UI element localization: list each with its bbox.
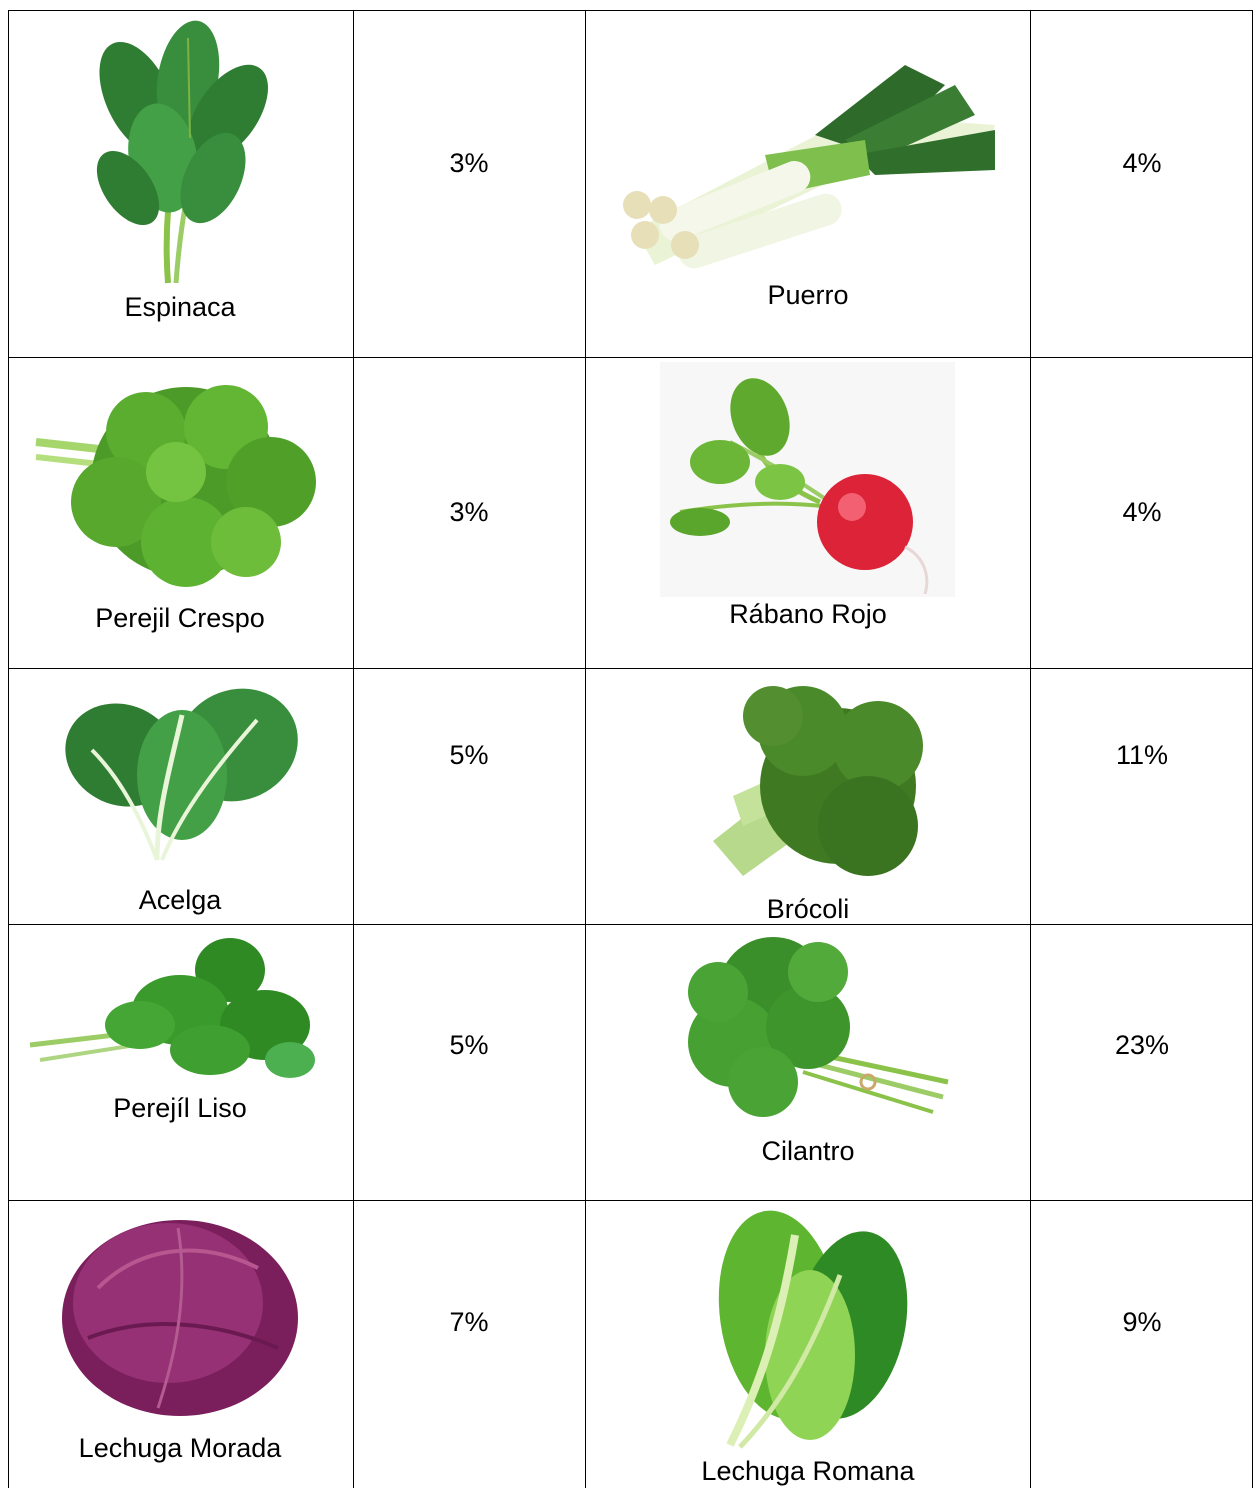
vegetable-name: Lechuga Morada (78, 1433, 282, 1463)
percent-value: 5% (449, 1030, 489, 1060)
percent-value: 7% (449, 1307, 489, 1337)
table-border-col3 (1030, 10, 1031, 1488)
percent-value: 3% (449, 497, 489, 527)
flat-parsley-icon (30, 930, 320, 1090)
vegetable-name: Cilantro (761, 1136, 855, 1166)
vegetable-name: Rábano Rojo (729, 599, 887, 629)
leek-icon (615, 45, 1005, 275)
vegetable-name: Acelga (138, 885, 222, 915)
vegetable-name: Espinaca (124, 292, 236, 322)
row-divider (8, 1200, 1253, 1201)
vegetable-name: Brócoli (766, 894, 850, 924)
table-border-col1 (353, 10, 354, 1488)
vegetable-name: Puerro (767, 280, 849, 310)
curly-parsley-icon (36, 372, 326, 592)
red-radish-icon (660, 362, 955, 597)
romaine-lettuce-icon (700, 1205, 915, 1455)
percent-value: 9% (1122, 1307, 1162, 1337)
percent-value: 5% (449, 740, 489, 770)
percent-value: 4% (1122, 148, 1162, 178)
vegetable-name: Perejil Crespo (95, 603, 265, 633)
table-border-top (8, 10, 1253, 11)
table-border-left (8, 10, 9, 1488)
chard-icon (62, 680, 302, 865)
vegetable-name: Lechuga Romana (701, 1456, 915, 1486)
row-divider (8, 357, 1253, 358)
percent-value: 4% (1122, 497, 1162, 527)
broccoli-icon (673, 676, 943, 892)
table-border-col2 (585, 10, 586, 1488)
spinach-icon (68, 18, 283, 286)
percent-value: 23% (1114, 1030, 1170, 1060)
cilantro-icon (678, 932, 953, 1127)
percent-value: 11% (1115, 740, 1169, 770)
row-divider (8, 668, 1253, 669)
vegetable-name: Perejíl Liso (113, 1093, 247, 1123)
red-cabbage-icon (58, 1208, 303, 1418)
percent-value: 3% (449, 148, 489, 178)
row-divider (8, 924, 1253, 925)
